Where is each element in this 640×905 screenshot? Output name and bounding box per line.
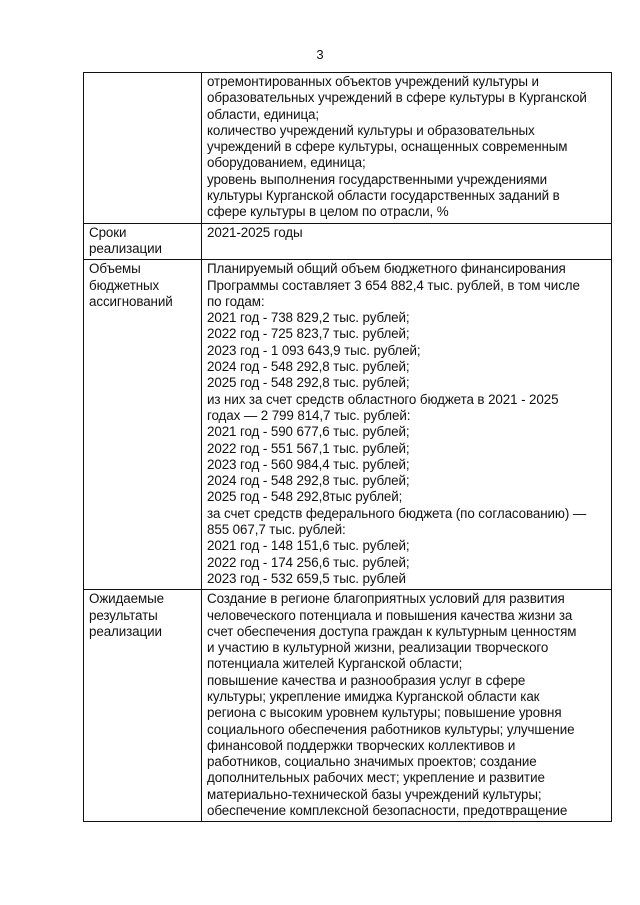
row-value-line: 2023 год - 560 984,4 тыс. рублей; [207,456,410,472]
row-value-line: за счет средств федерального бюджета (по согласованию) — [207,505,587,521]
row-value-line: материально-технической базы учреждений культуры; [207,786,542,802]
row-value-line: финансовой поддержки творческих коллективов и [207,737,516,753]
row-label-line: бюджетных [89,277,160,293]
row-value-line: 2025 год - 548 292,8тыс рублей; [207,489,403,505]
row-value-line: и участию в культурной жизни, реализации творческого [207,640,549,656]
table-body [84,73,612,822]
row-label-line: реализации [89,623,162,639]
row-value-line: 2025 год - 548 292,8 тыс. рублей; [207,375,410,391]
row-label-line: Сроки [89,224,127,240]
row-value-line: количество учреждений культуры и образовательных [207,122,535,138]
row-value-line: уровень выполнения государственными учреждениями [207,171,547,187]
row-value-line: Программы составляет 3 654 882,4 тыс. рублей, в том числе [207,277,580,293]
row-value-line: учреждений в сфере культуры, оснащенных современным [207,139,568,155]
row-value-line: работников, социально значимых проектов; создание [207,754,537,770]
row-value-line: обеспечение комплексной безопасности, предотвращение [207,803,568,819]
row-value-line: 2022 год - 551 567,1 тыс. рублей; [207,440,410,456]
row-label-cell [84,73,202,224]
row-label-line: результаты [89,607,158,623]
row-value-line: дополнительных рабочих мест; укрепление и развитие [207,770,545,786]
row-label-line: Объемы [89,261,141,277]
row-label-cell [84,260,202,590]
indicators-continued-row [84,73,612,224]
row-value-line: 855 067,7 тыс. рублей: [207,522,346,538]
row-value-line: 2021-2025 годы [207,224,303,240]
row-value-line: 2024 год - 548 292,8 тыс. рублей; [207,473,410,489]
row-value-line: 2021 год - 738 829,2 тыс. рублей; [207,310,410,326]
row-value-line: 2023 год - 532 659,5 тыс. рублей [207,570,406,586]
row-label-line: реализации [89,240,162,256]
row-value-line: 2023 год - 1 093 643,9 тыс. рублей; [207,342,421,358]
row-value-line: оборудованием, единица; [207,155,366,171]
row-value-line: сфере культуры в целом по отрасли, % [207,204,449,220]
row-value-line: образовательных учреждений в сфере культуры в Курганской [207,90,587,106]
row-value-line: счет обеспечения доступа граждан к культурным ценностям [207,623,577,639]
row-value-line: из них за счет средств областного бюджета в 2021 - 2025 [207,391,559,407]
row-value-line: 2024 год - 548 292,8 тыс. рублей; [207,359,410,375]
row-value-line: 2022 год - 725 823,7 тыс. рублей; [207,326,410,342]
budget-allocations-row [84,260,612,590]
page-number: 3 [316,47,324,62]
expected-results-row [84,590,612,822]
row-value-cell [202,590,612,822]
program-passport-table [83,72,612,822]
row-value-line: социального обеспечения работников культуры; улучшение [207,721,575,737]
row-label-cell [84,223,202,260]
row-value-line: потенциала жителей Курганской области; [207,656,463,672]
row-value-line: Создание в регионе благоприятных условий для развития [207,591,565,607]
row-value-line: отремонтированных объектов учреждений культуры и [207,74,539,89]
row-value-line: годах — 2 799 814,7 тыс. рублей: [207,407,411,423]
row-value-line: человеческого потенциала и повышения качества жизни за [207,607,573,623]
row-value-line: 2021 год - 590 677,6 тыс. рублей; [207,424,410,440]
row-value-line: по годам: [207,293,265,309]
row-value-line: культуры; укрепление имиджа Курганской области как [207,688,540,704]
row-value-cell [202,73,612,224]
row-value-line: Планируемый общий объем бюджетного финансирования [207,261,566,277]
row-value-cell [202,260,612,590]
row-value-line: повышение качества и разнообразия услуг в сфере [207,672,526,688]
row-value-cell [202,223,612,260]
row-value-line: культуры Курганской области государственных заданий в [207,188,560,204]
row-value-line: 2021 год - 148 151,6 тыс. рублей; [207,538,410,554]
implementation-period-row [84,223,612,260]
row-value-line: региона с высоким уровнем культуры; повышение уровня [207,705,562,721]
row-value-line: 2022 год - 174 256,6 тыс. рублей; [207,554,410,570]
row-label-line: Ожидаемые [89,591,164,607]
row-label-line: ассигнований [89,293,173,309]
row-label-cell [84,590,202,822]
row-value-line: области, единица; [207,106,319,122]
